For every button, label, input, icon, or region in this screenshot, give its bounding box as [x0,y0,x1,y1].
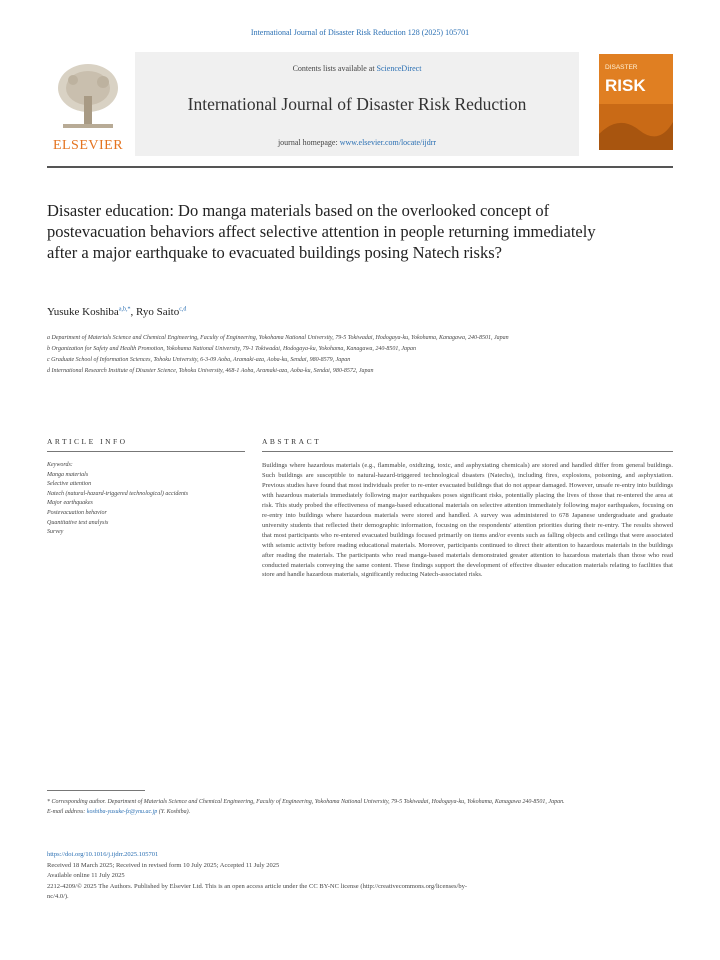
keyword-item: Selective attention [47,481,92,488]
journal-citation[interactable]: International Journal of Disaster Risk Reduction 128 (2025) 105701 [250,28,470,37]
affiliation-list [47,333,673,377]
journal-cover-image [599,54,673,150]
author-name[interactable]: Ryo Saito [135,306,180,318]
doi-link[interactable]: https://doi.org/10.1016/j.ijdrr.2025.105701 [47,851,159,858]
elsevier-logo [47,54,129,156]
contents-line [135,64,579,73]
email-line [47,807,673,817]
sciencedirect-link[interactable]: ScienceDirect [376,64,422,73]
cover-small-text: DISASTER [605,64,638,71]
article-info-rule [47,451,245,452]
license-statement[interactable]: 2212-4209/© 2025 The Authors. Published by Elsevier Ltd. This is an open access article under the CC BY-NC license (http://creativecommons.org/licenses/by-nc/4.0/). [47,882,467,900]
keyword-item: Quantitative text analysis [47,519,109,526]
abstract-text: Buildings where hazardous materials (e.g., flammable, oxidizing, toxic, and asphyxiating chemicals) are stored and handled differ from general buildings. Such buildings are susceptible to natural-hazard-triggered technological disasters (Natechs), including fires, explosions, poisoning, and asphyxiation. Previous studies have found that most individuals prefer to re-enter evacuated buildings that do not appear damaged. However, unsafe re-entry into buildings with hazardous materials immediately following major earthquakes poses significant risks, potentially placing the lives of those that re-entered the area at risk. This study probed the effectiveness of manga-based educational materials on selective attention immediately following major earthquakes, focusing on re-entry into buildings where hazardous materials were stored and handled. A survey was administered to 678 Japanese undergraduate and graduate university students that reflected their demographic information, focusing on the respondents' attention priorities during their re-entry. The results showed that most participants who re-entered evacuated buildings focused primarily on items and/or events such as falling objects and ceilings that were associated with seismic activity before reading educational materials. Moreover, participants continued to direct their attention to hazardous materials in the buildings after reading the materials. The participants who read manga-based materials demonstrated greater attention to hazardous materials than those who read conducted materials conveying the same content. These findings support the development of effective disaster education materials relating to facilities that store and handle hazardous materials, significantly reducing Natech-associated risks. [262,462,673,579]
abstract-rule [262,451,673,452]
affiliation-item: d International Research Institute of Disaster Science, Tohoku University, 468-1 Aoba, Aramaki-aza, Aoba-ku, Sendai, 980-8572, Japan [47,368,374,374]
contents-prefix: Contents lists available at [292,64,375,73]
keyword-item: Manga materials [47,471,89,478]
journal-info-box [135,52,579,156]
keywords-label: Keywords: [47,462,73,468]
author-marks[interactable]: c,d [179,306,187,313]
author-marks[interactable]: a,b,* [118,306,131,313]
article-info-heading: ARTICLE INFO [47,437,128,446]
homepage-line [135,138,579,147]
cover-pattern-icon [599,104,673,150]
homepage-prefix: journal homepage: [277,138,338,147]
footnote-rule [47,790,145,791]
author-separator: , [130,306,134,318]
abstract-heading: ABSTRACT [262,437,322,446]
affiliation-item: b Organization for Safety and Health Promotion, Yokohama National University, 79-1 Tokiwadai, Hodogaya-ku, Yokohama, Kanagawa, 240-8501, Japan [47,346,417,352]
journal-header [47,52,673,158]
keyword-item: Natech (natural-hazard-triggered technological) accidents [47,490,189,497]
author-list [47,306,186,318]
keyword-item: Survey [47,529,64,536]
author-name[interactable]: Yusuke Koshiba [47,306,119,318]
journal-title: International Journal of Disaster Risk Reduction [187,94,527,114]
corresponding-text: * Corresponding author. Department of Materials Science and Chemical Engineering, Faculty of Engineering, Yokohama National University, 79-5 Tokiwadai, Hodogaya-ku, Yokohama, Kanagawa 240-8501, Japan. [47,799,565,805]
keyword-item: Postevacuation behavior [47,509,107,516]
affiliation-item: a Department of Materials Science and Chemical Engineering, Faculty of Engineering, Yokohama National University, 79-5 Tokiwadai, Hodogaya-ku, Yokohama, Kanagawa, 240-8501, Japan [47,335,509,341]
elsevier-tree-icon [53,58,123,134]
affiliation-item: c Graduate School of Information Sciences, Tohoku University, 6-3-09 Aoba, Aramaki-aza, Aoba-ku, Sendai, 980-8579, Japan [47,357,351,363]
header-divider [47,166,673,168]
elsevier-wordmark: ELSEVIER [52,138,124,153]
email-label: E-mail address: [47,809,86,815]
keyword-item: Major earthquakes [47,500,93,507]
article-title: Disaster education: Do manga materials based on the overlooked concept of postevacuation behaviors affect selective attention in people returning immediately after a major earthquake to evacuated buildings posing Natech risks? [47,201,596,262]
journal-homepage-link[interactable]: www.elsevier.com/locate/ijdrr [339,138,437,147]
available-online: Available online 11 July 2025 [47,872,125,879]
email-link[interactable]: koshiba-yusuke-fz@ynu.ac.jp [86,809,158,815]
keywords-block [47,461,245,538]
corresponding-author-note [47,797,673,817]
publication-info [47,850,467,903]
received-dates: Received 18 March 2025; Received in revised form 10 July 2025; Accepted 11 July 2025 [47,861,280,869]
email-suffix: (Y. Koshiba). [158,809,191,815]
cover-big-text: RISK [605,76,646,95]
